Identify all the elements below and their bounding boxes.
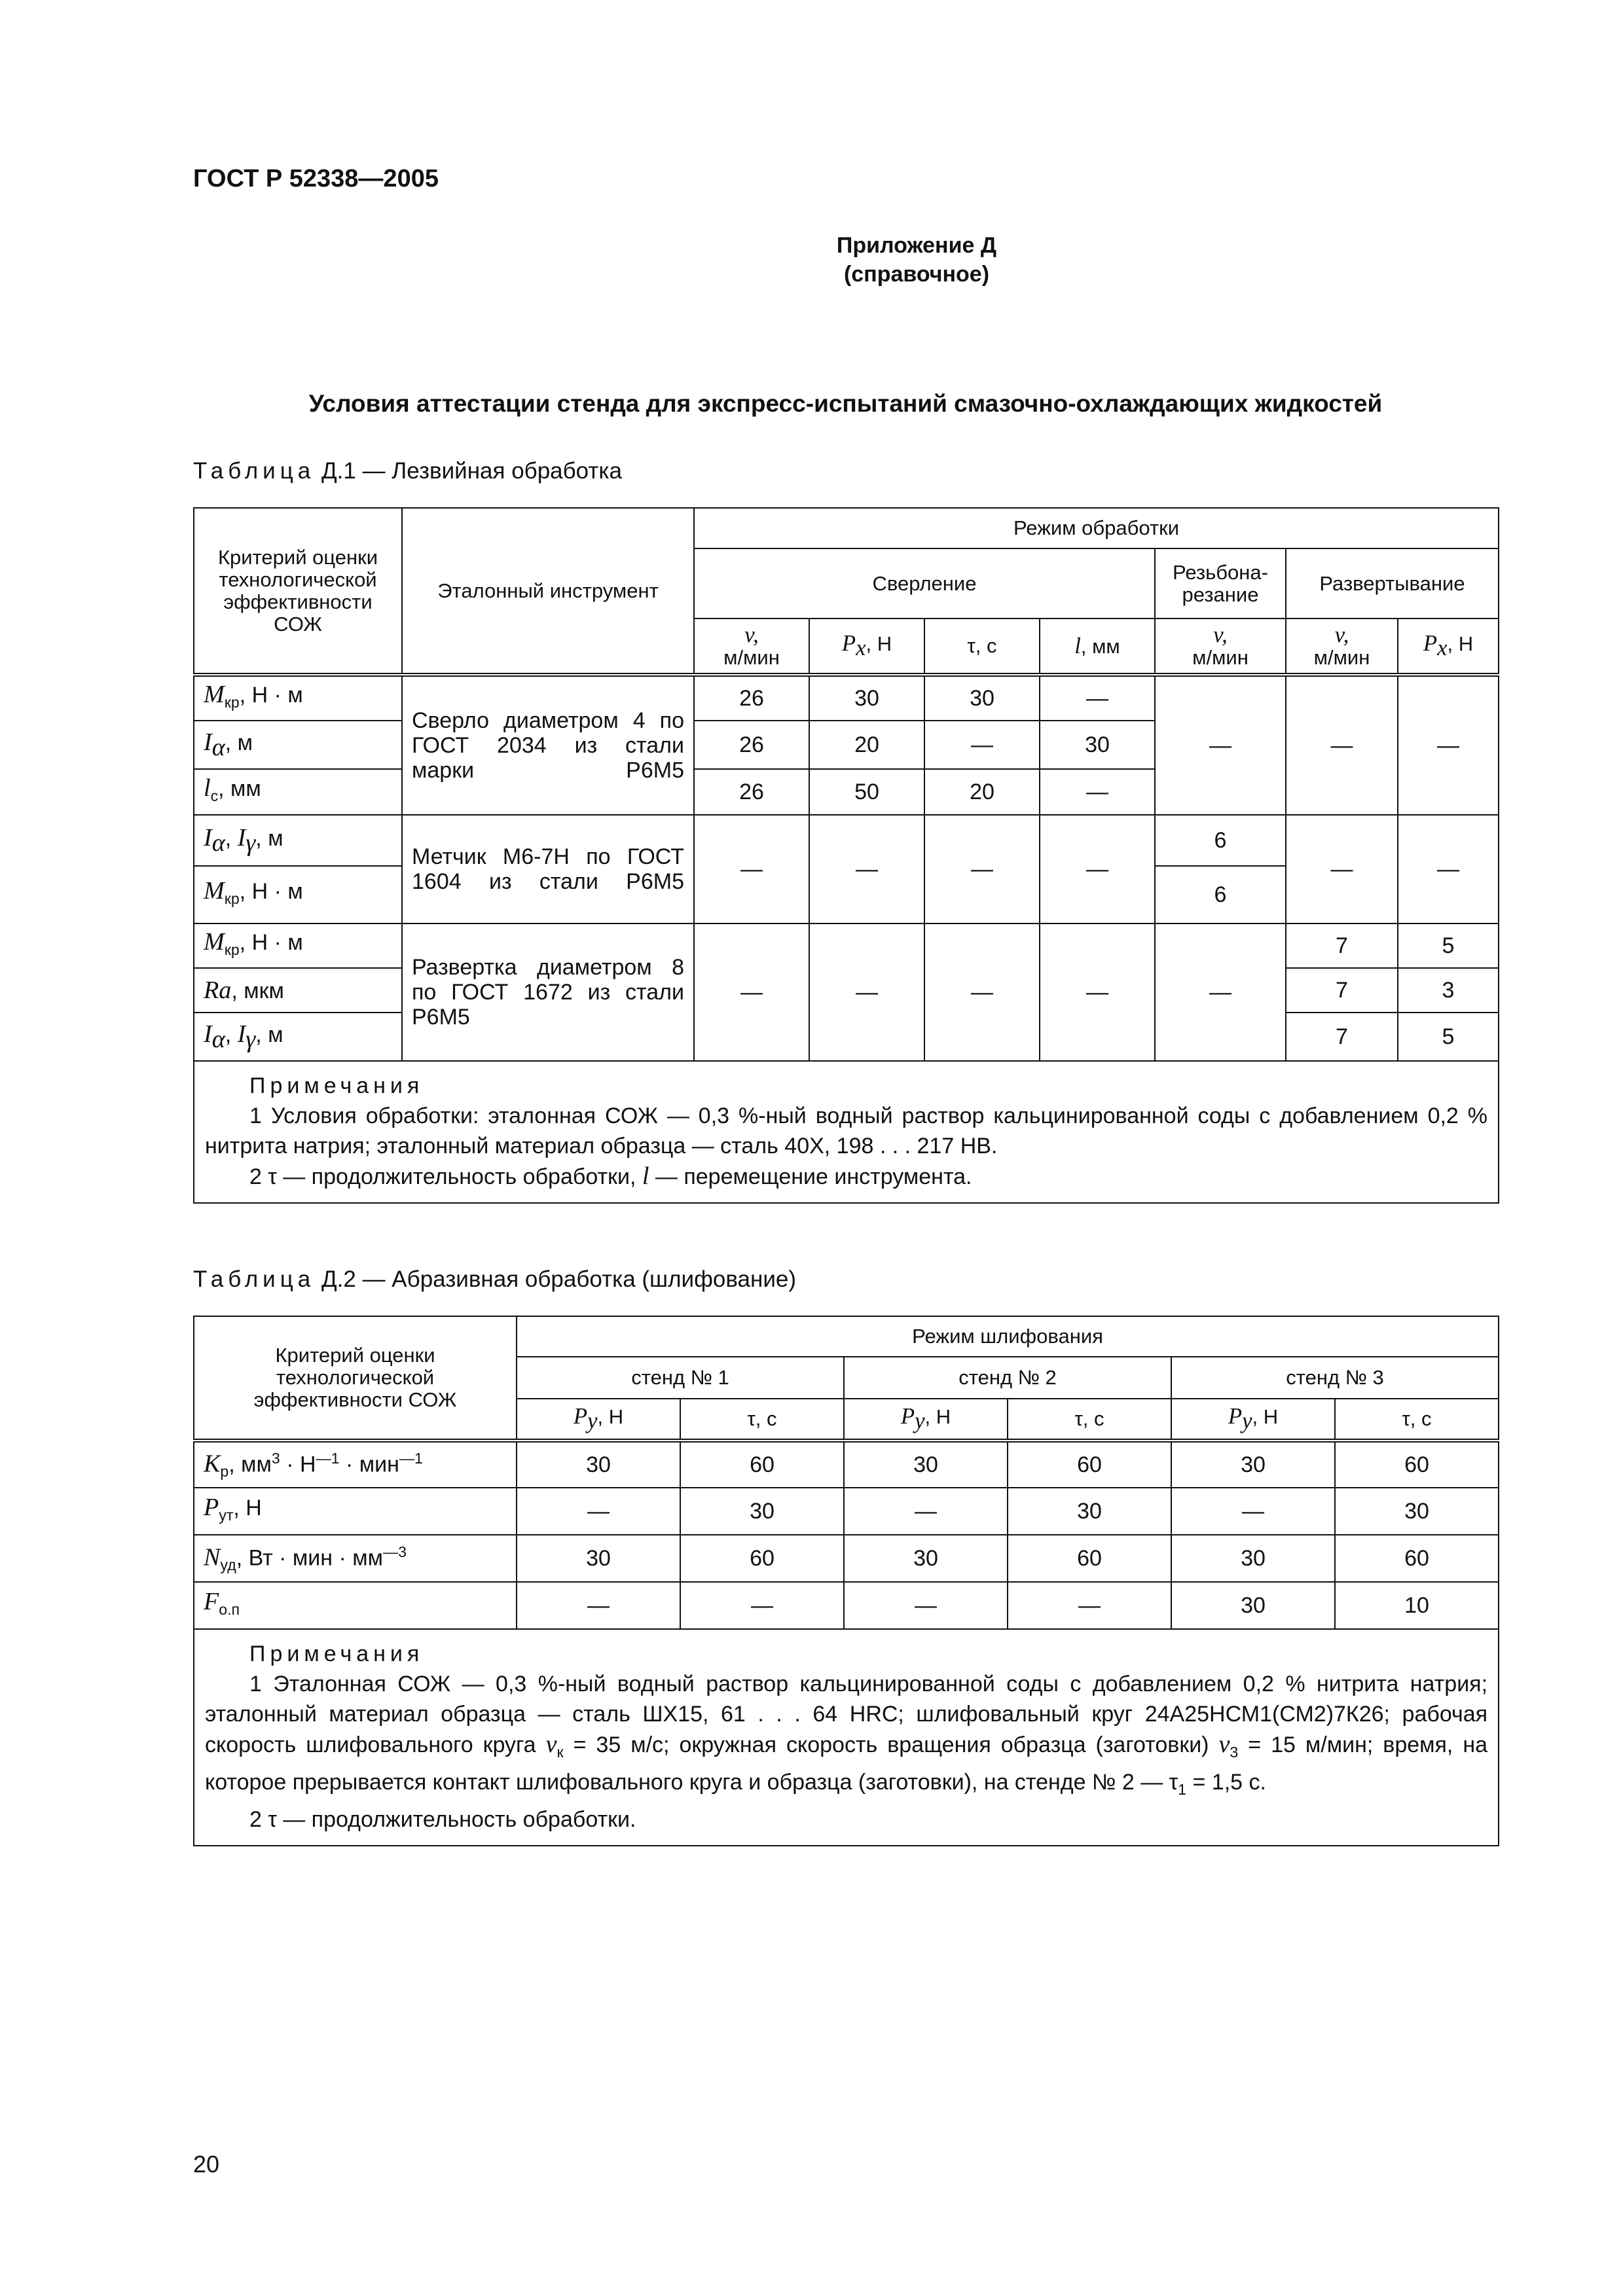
value-cell: —: [844, 1488, 1008, 1535]
t2-header-py: $P_y$, Н: [1171, 1399, 1335, 1441]
t1-header-reaming: Развертывание: [1286, 548, 1499, 619]
table1: [193, 507, 1499, 1204]
value-cell: —: [924, 815, 1040, 924]
value-cell: 30: [517, 1535, 680, 1582]
value-cell: —: [1040, 675, 1155, 721]
criterion-cell: $I_\alpha$, $I_\gamma$, м: [194, 1013, 402, 1061]
tool-cell-reamer: Развертка диаметром 8 по ГОСТ 1672 из стали Р6М5: [402, 924, 694, 1061]
table-row: [194, 1441, 1499, 1488]
value-cell: 30: [1171, 1441, 1335, 1488]
t1-header-mode: Режим обработки: [694, 508, 1499, 548]
t2-header-tau: τ, с: [1008, 1399, 1171, 1441]
t2-header-tau: τ, с: [1335, 1399, 1499, 1441]
table-row: [194, 924, 1499, 968]
t2-header-stand-1: стенд № 1: [517, 1357, 844, 1399]
notes-heading: Примечания: [249, 1073, 424, 1098]
table2-caption-label: Таблица: [193, 1266, 316, 1292]
value-cell: —: [517, 1488, 680, 1535]
table-row: [194, 1488, 1499, 1535]
t1-header-v: v, м/мин: [694, 619, 809, 675]
t2-header-tau: τ, с: [680, 1399, 844, 1441]
value-cell: 60: [1008, 1535, 1171, 1582]
note-1: 1 Условия обработки: эталонная СОЖ — 0,3 %-ный водный раствор кальцинированной соды с добавлением 0,2 % нитрита натрия; эталонный материал образца — сталь 40Х, 198 . . . 217 НВ.: [205, 1103, 1488, 1158]
table2-notes-row: [194, 1629, 1499, 1846]
value-cell: —: [1398, 675, 1499, 815]
value-cell: 30: [1171, 1535, 1335, 1582]
value-cell: 30: [1008, 1488, 1171, 1535]
value-cell: 26: [694, 675, 809, 721]
t2-header-stand-2: стенд № 2: [844, 1357, 1171, 1399]
value-cell: 30: [809, 675, 924, 721]
value-cell: —: [694, 924, 809, 1061]
value-cell: 20: [809, 721, 924, 769]
criterion-cell: $l_c$, мм: [194, 769, 402, 815]
table1-caption-label: Таблица: [193, 458, 316, 484]
value-cell: —: [1040, 815, 1155, 924]
table2-caption-text: Д.2 — Абразивная обработка (шлифование): [321, 1266, 797, 1292]
value-cell: 60: [680, 1441, 844, 1488]
value-cell: 3: [1398, 968, 1499, 1013]
t2-header-stand-3: стенд № 3: [1171, 1357, 1499, 1399]
criterion-cell: $M_{кр}$, Н · м: [194, 675, 402, 721]
value-cell: 30: [680, 1488, 844, 1535]
value-cell: 30: [924, 675, 1040, 721]
value-cell: —: [1286, 815, 1398, 924]
criterion-cell: $K_р$, $мм^3 \cdot Н^{—1} \cdot мин^{—1}$: [194, 1441, 517, 1488]
value-cell: —: [844, 1582, 1008, 1629]
value-cell: 30: [844, 1535, 1008, 1582]
table1-notes-row: [194, 1061, 1499, 1203]
t1-header-v: v, м/мин: [1155, 619, 1286, 675]
criterion-cell: $N_{уд}$, Вт · мин · $мм^{—3}$: [194, 1535, 517, 1582]
value-cell: 60: [680, 1535, 844, 1582]
value-cell: —: [1286, 675, 1398, 815]
note-1: 1 Эталонная СОЖ — 0,3 %-ный водный раствор кальцинированной соды с добавлением 0,2 % нитрита натрия; эталонный материал образца — сталь ШХ15, 61 . . . 64 HRC; шлифовальный круг 24А25НСМ1(СМ2)7К26; рабочая скорость шлифовального круга $v_к = 35$ м/с; окружная скорость вращения образца (заготовки) $v_3 = 15$ м/мин; время, на которое прерывается контакт шлифовального круга и образца (заготовки), на стенде № 2 — $\tau_1 = 1,5$ с.: [205, 1672, 1488, 1798]
value-cell: 5: [1398, 924, 1499, 968]
criterion-cell: $M_{кр}$, Н · м: [194, 924, 402, 968]
table2: [193, 1316, 1499, 1846]
t1-header-px: $P_x$, Н: [1398, 619, 1499, 675]
appendix-label: Приложение Д: [836, 233, 997, 258]
value-cell: 26: [694, 769, 809, 815]
criterion-cell: $I_\alpha$, м: [194, 721, 402, 769]
value-cell: —: [680, 1582, 844, 1629]
t1-header-tool: Эталонный инструмент: [402, 508, 694, 675]
value-cell: 6: [1155, 866, 1286, 924]
value-cell: 30: [1335, 1488, 1499, 1535]
value-cell: —: [1155, 924, 1286, 1061]
value-cell: 7: [1286, 924, 1398, 968]
table2-caption: [193, 1266, 796, 1293]
t1-header-l: l, мм: [1040, 619, 1155, 675]
tool-cell-tap: Метчик М6-7Н по ГОСТ 1604 из стали Р6М5: [402, 815, 694, 924]
table1-caption: [193, 458, 622, 484]
t1-header-tau: τ, с: [924, 619, 1040, 675]
t1-header-px: $P_x$, Н: [809, 619, 924, 675]
value-cell: —: [1398, 815, 1499, 924]
value-cell: 30: [1040, 721, 1155, 769]
value-cell: —: [1040, 924, 1155, 1061]
value-cell: 6: [1155, 815, 1286, 866]
criterion-cell: $M_{кр}$, Н · м: [194, 866, 402, 924]
tool-cell-drill: Сверло диаметром 4 по ГОСТ 2034 из стали марки Р6М5: [402, 675, 694, 815]
value-cell: —: [1040, 769, 1155, 815]
document-code: ГОСТ Р 52338—2005: [193, 165, 439, 192]
table1-caption-text: Д.1 — Лезвийная обработка: [321, 458, 622, 484]
value-cell: —: [924, 721, 1040, 769]
value-cell: 7: [1286, 968, 1398, 1013]
value-cell: 60: [1008, 1441, 1171, 1488]
value-cell: 60: [1335, 1441, 1499, 1488]
t2-header-py: $P_y$, Н: [844, 1399, 1008, 1441]
t2-header-mode: Режим шлифования: [517, 1316, 1499, 1357]
value-cell: —: [1155, 675, 1286, 815]
value-cell: —: [924, 924, 1040, 1061]
value-cell: —: [809, 924, 924, 1061]
table-row: [194, 675, 1499, 721]
appendix-type: (справочное): [843, 262, 990, 287]
value-cell: 7: [1286, 1013, 1398, 1061]
criterion-cell: Ra, мкм: [194, 968, 402, 1013]
value-cell: —: [809, 815, 924, 924]
value-cell: —: [1171, 1488, 1335, 1535]
section-title: Условия аттестации стенда для экспресс-испытаний смазочно-охлаждающих жидкостей: [308, 390, 1383, 417]
t1-header-criterion: Критерий оценки технологической эффективности СОЖ: [194, 508, 402, 675]
page-number: 20: [193, 2151, 220, 2178]
t1-header-threading: Резьбона-резание: [1155, 548, 1286, 619]
note-2: 2 τ — продолжительность обработки, l — перемещение инструмента.: [249, 1162, 972, 1190]
value-cell: 30: [517, 1441, 680, 1488]
criterion-cell: $P_{ут}$, Н: [194, 1488, 517, 1535]
criterion-cell: $I_\alpha$, $I_\gamma$, м: [194, 815, 402, 866]
t1-header-v: v, м/мин: [1286, 619, 1398, 675]
value-cell: 26: [694, 721, 809, 769]
t2-header-criterion: Критерий оценки технологической эффективности СОЖ: [194, 1316, 517, 1441]
value-cell: 10: [1335, 1582, 1499, 1629]
value-cell: 50: [809, 769, 924, 815]
table1-notes: [194, 1061, 1499, 1203]
value-cell: 30: [1171, 1582, 1335, 1629]
criterion-cell: $F_{о.п}$: [194, 1582, 517, 1629]
notes-heading: Примечания: [249, 1641, 424, 1666]
table-row: [194, 815, 1499, 866]
value-cell: —: [1008, 1582, 1171, 1629]
value-cell: 5: [1398, 1013, 1499, 1061]
t1-header-drilling: Сверление: [694, 548, 1155, 619]
table-row: [194, 1535, 1499, 1582]
note-2: 2 τ — продолжительность обработки.: [249, 1806, 636, 1832]
table-row: [194, 1582, 1499, 1629]
value-cell: 30: [844, 1441, 1008, 1488]
value-cell: —: [694, 815, 809, 924]
appendix-heading: [655, 231, 1178, 289]
value-cell: 20: [924, 769, 1040, 815]
table2-notes: [194, 1629, 1499, 1846]
t2-header-py: $P_y$, Н: [517, 1399, 680, 1441]
value-cell: 60: [1335, 1535, 1499, 1582]
value-cell: —: [517, 1582, 680, 1629]
